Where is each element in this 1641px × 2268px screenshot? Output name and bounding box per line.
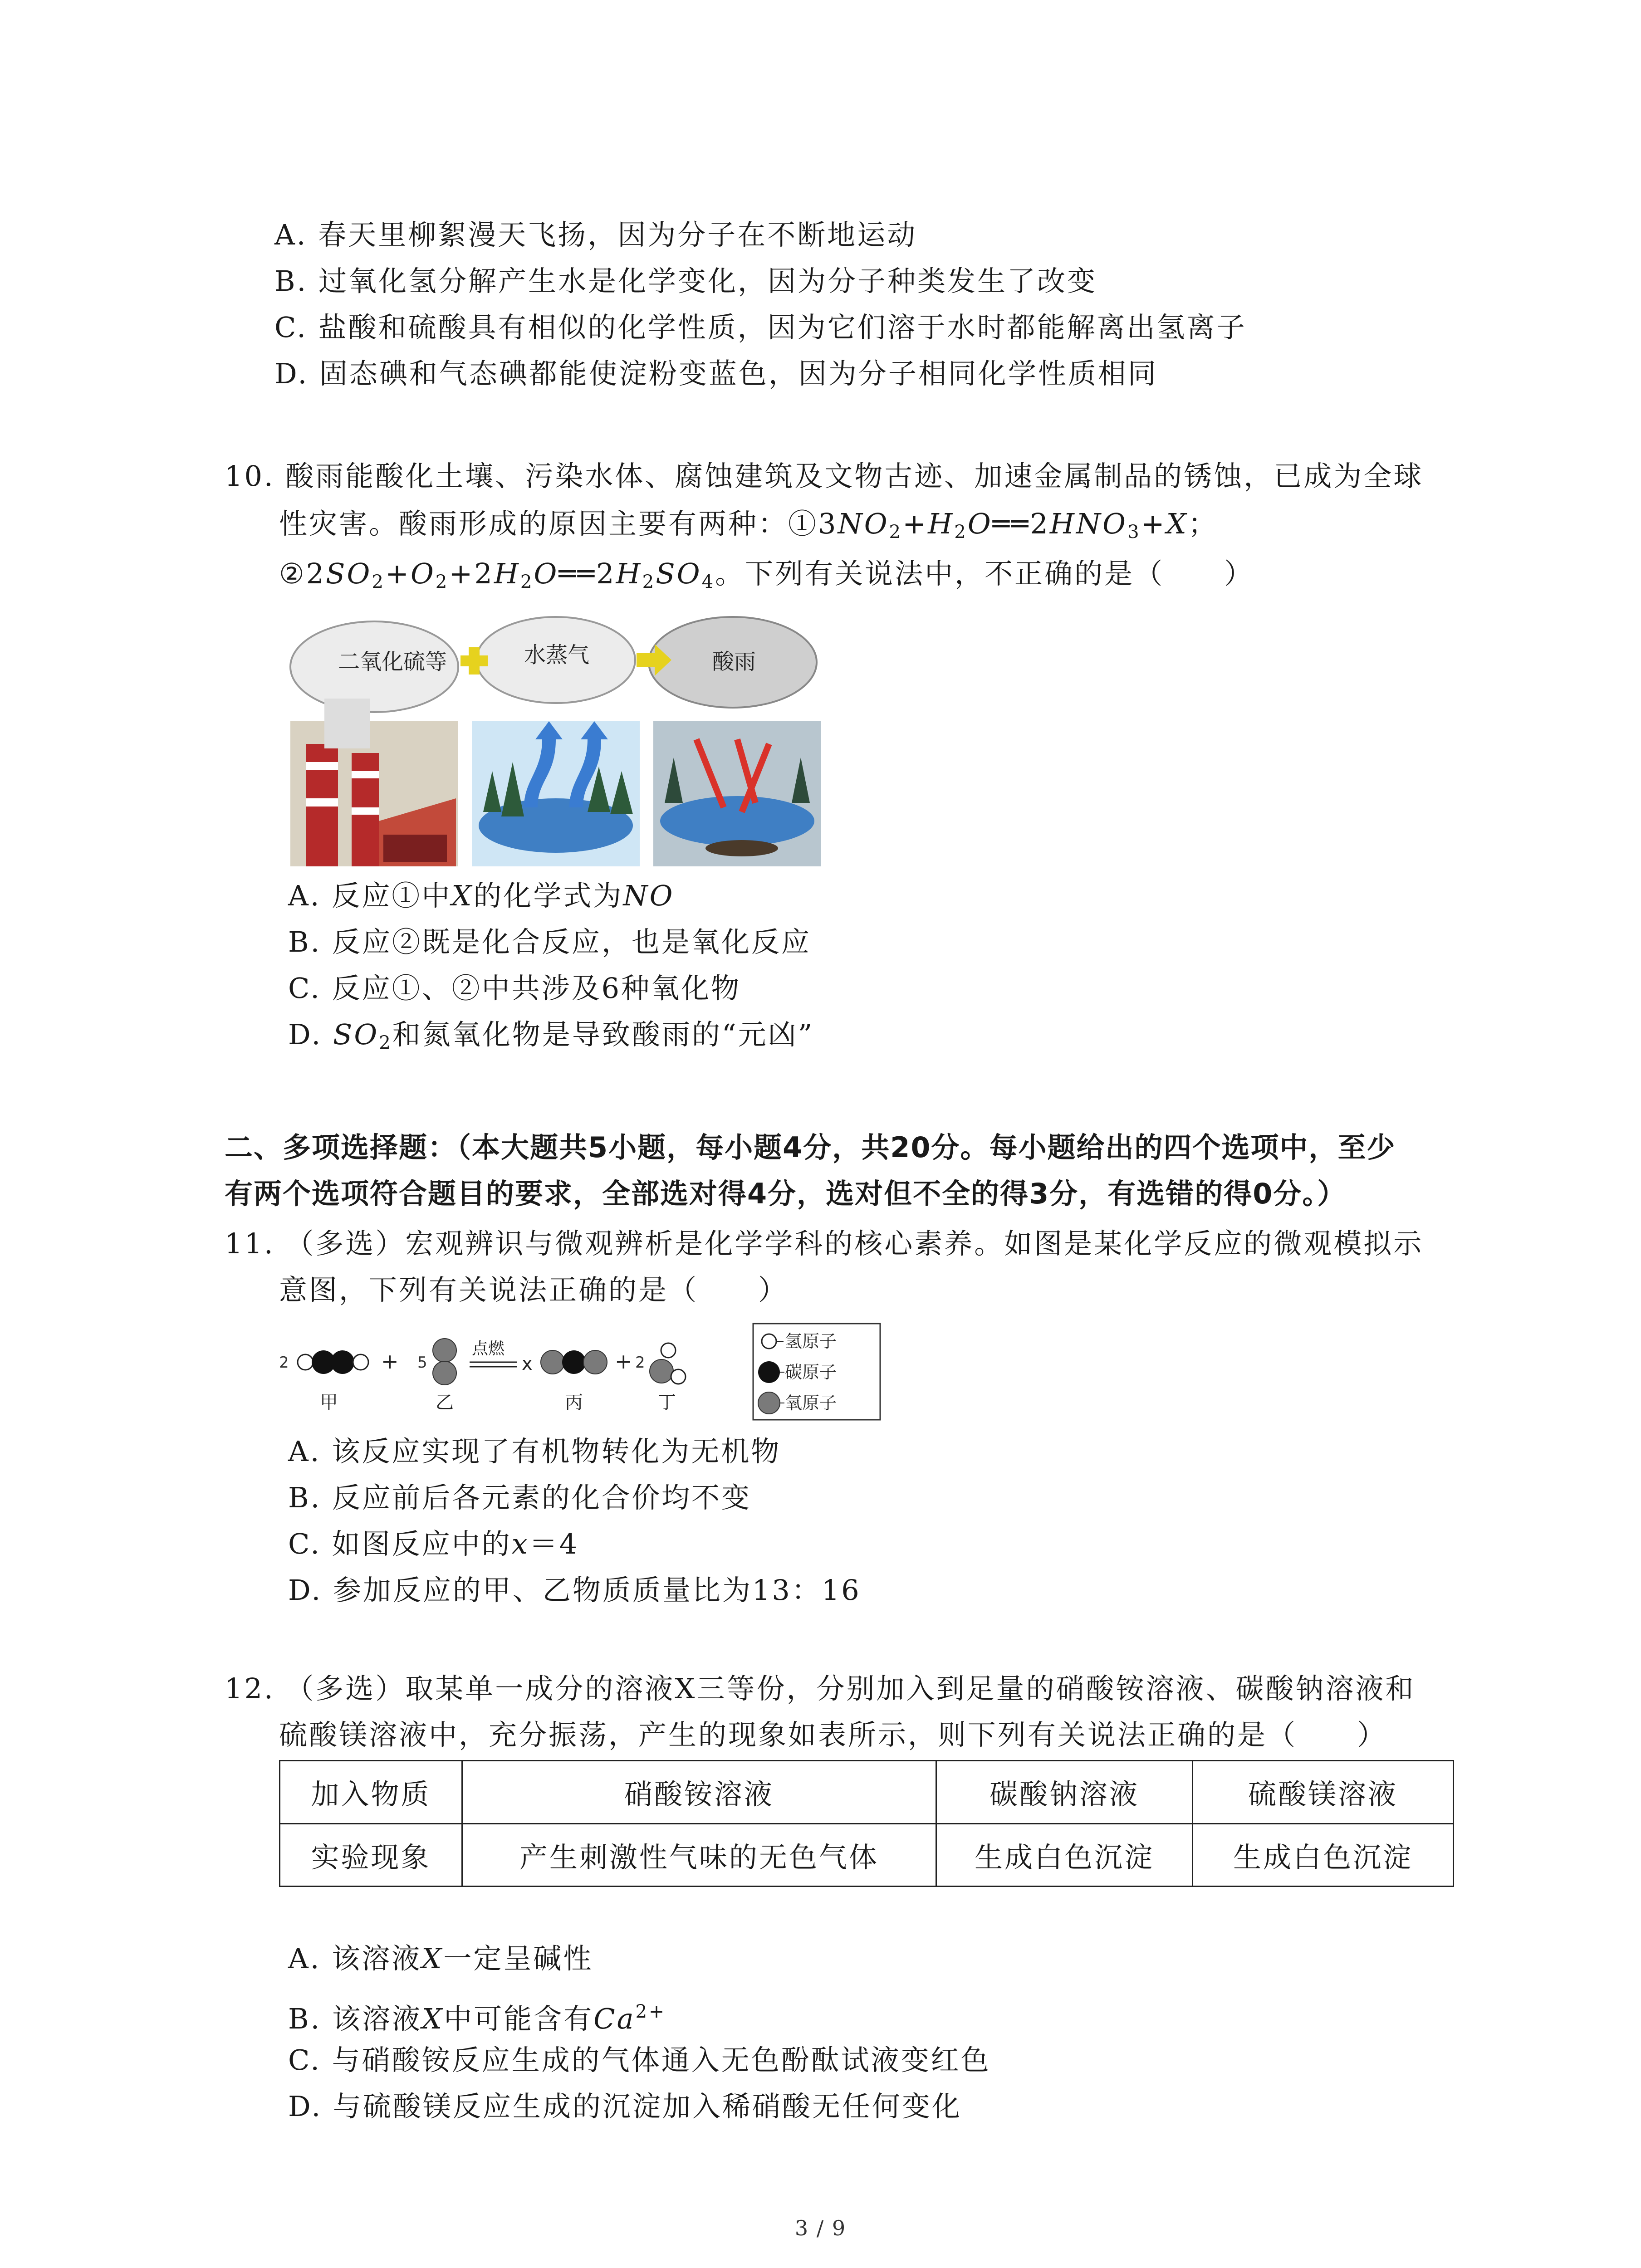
q10-option-c: C. 反应①、②中共涉及6种氧化物 [288,972,741,1005]
table-cell: 硫酸镁溶液 [1193,1761,1454,1824]
dead-fish [705,840,778,856]
q11-option-b: B. 反应前后各元素的化合价均不变 [288,1481,751,1514]
oxygen-atom [433,1339,456,1362]
table-cell: 生成白色沉淀 [1193,1823,1454,1887]
section2-heading-line1: 二、多项选择题：（本大题共5小题，每小题4分，共20分。每小题给出的四个选项中，至少 [225,1131,1396,1164]
legend-hydrogen: 氢原子 [785,1331,837,1351]
table-cell: 实验现象 [280,1823,462,1887]
q10-stem-line2: 性灾害。酸雨形成的原因主要有两种：$①3NO_2+H_2O══2HNO_3+X$； [279,507,1218,543]
coef-ding: 2 [635,1354,645,1372]
hydrogen-atom [353,1354,368,1370]
name-jia: 甲 [320,1392,338,1413]
oxygen-atom [433,1361,456,1385]
reaction-diagram [279,1322,882,1422]
q12-option-d: D. 与硫酸镁反应生成的沉淀加入稀硝酸无任何变化 [288,2090,962,2123]
q11-option-d: D. 参加反应的甲、乙物质质量比为13：16 [288,1574,861,1607]
table-cell: 碳酸钠溶液 [936,1761,1192,1824]
q10-option-b: B. 反应②既是化合反应，也是氧化反应 [288,925,811,958]
coef-x: x [522,1354,533,1374]
label-rain: 酸雨 [712,649,756,675]
coef-yi: 5 [417,1354,427,1372]
q11-option-a: A. 该反应实现了有机物转化为无机物 [288,1435,781,1468]
name-ding: 丁 [658,1392,676,1413]
reaction-condition: 点燃 [472,1339,505,1358]
svg-text:+: + [381,1349,399,1374]
q12-stem-line2: 硫酸镁溶液中，充分振荡，产生的现象如表所示，则下列有关说法正确的是（ ） [279,1718,1387,1751]
hydrogen-atom [671,1369,686,1384]
label-gas: 二氧化硫等 [338,649,447,675]
q9-option-d: D. 固态碘和气态碘都能使淀粉变蓝色，因为分子相同化学性质相同 [274,357,1158,390]
table-cell: 加入物质 [280,1761,462,1824]
name-yi: 乙 [436,1392,454,1413]
q11-option-c: C. 如图反应中的x＝4 [288,1527,579,1560]
name-bing: 丙 [565,1392,583,1413]
q12-option-c: C. 与硝酸铵反应生成的气体通入无色酚酞试液变红色 [288,2043,991,2077]
table-cell: 生成白色沉淀 [936,1823,1192,1887]
carbon-atom [331,1350,354,1374]
q11-stem-line2: 意图，下列有关说法正确的是（ ） [279,1273,789,1306]
q10-stem-line1: 10. 酸雨能酸化土壤、污染水体、腐蚀建筑及文物古迹、加速金属制品的锈蚀，已成为全球 [225,459,1424,493]
legend-carbon: 碳原子 [785,1362,837,1382]
experiment-table [279,1760,1454,1887]
hydrogen-atom [661,1343,676,1358]
page-number: 3 / 9 [794,2216,847,2240]
hydrogen-atom [298,1354,313,1370]
label-vapor: 水蒸气 [524,642,590,668]
q10-option-d: D. $SO_2$和氮氧化物是导致酸雨的“元凶” [288,1018,814,1054]
coef-jia: 2 [279,1354,289,1372]
table-row [280,1761,1454,1824]
oxygen-atom [541,1350,564,1374]
table-cell: 产生刺激性气味的无色气体 [462,1823,936,1887]
q12-option-a: A. 该溶液X一定呈碱性 [288,1942,593,1975]
acid-rain-figure [288,608,823,866]
q12-stem-line1: 12. （多选）取某单一成分的溶液X三等份，分别加入到足量的硝酸铵溶液、碳酸钠溶液和 [225,1672,1416,1705]
q12-option-b: B. 该溶液X中可能含有$Ca^{2+}$ [288,2001,666,2036]
q11-stem-line1: 11. （多选）宏观辨识与微观辨析是化学学科的核心素养。如图是某化学反应的微观模拟示 [225,1227,1424,1260]
legend-oxygen: 氧原子 [785,1393,837,1413]
section2-heading-line2: 有两个选项符合题目的要求，全部选对得4分，选对但不全的得3分，有选错的得0分。） [225,1177,1347,1210]
q9-option-b: B. 过氧化氢分解产生水是化学变化，因为分子种类发生了改变 [274,264,1097,298]
svg-text:+: + [615,1349,632,1374]
table-cell: 硝酸铵溶液 [462,1761,936,1824]
q9-option-a: A. 春天里柳絮漫天飞扬，因为分子在不断地运动 [274,218,917,251]
q9-option-c: C. 盐酸和硫酸具有相似的化学性质，因为它们溶于水时都能解离出氢离子 [274,311,1247,344]
carbon-atom [562,1350,586,1374]
lake [479,798,633,853]
q10-option-a: A. 反应①中X的化学式为NO [288,879,675,912]
table-row [280,1823,1454,1887]
q10-stem-line3: $②2SO_2+O_2+2H_2O══2H_2SO_4$。下列有关说法中，不正确的是（ ） [279,557,1254,593]
oxygen-atom [583,1350,607,1374]
oxygen-atom [650,1359,673,1383]
